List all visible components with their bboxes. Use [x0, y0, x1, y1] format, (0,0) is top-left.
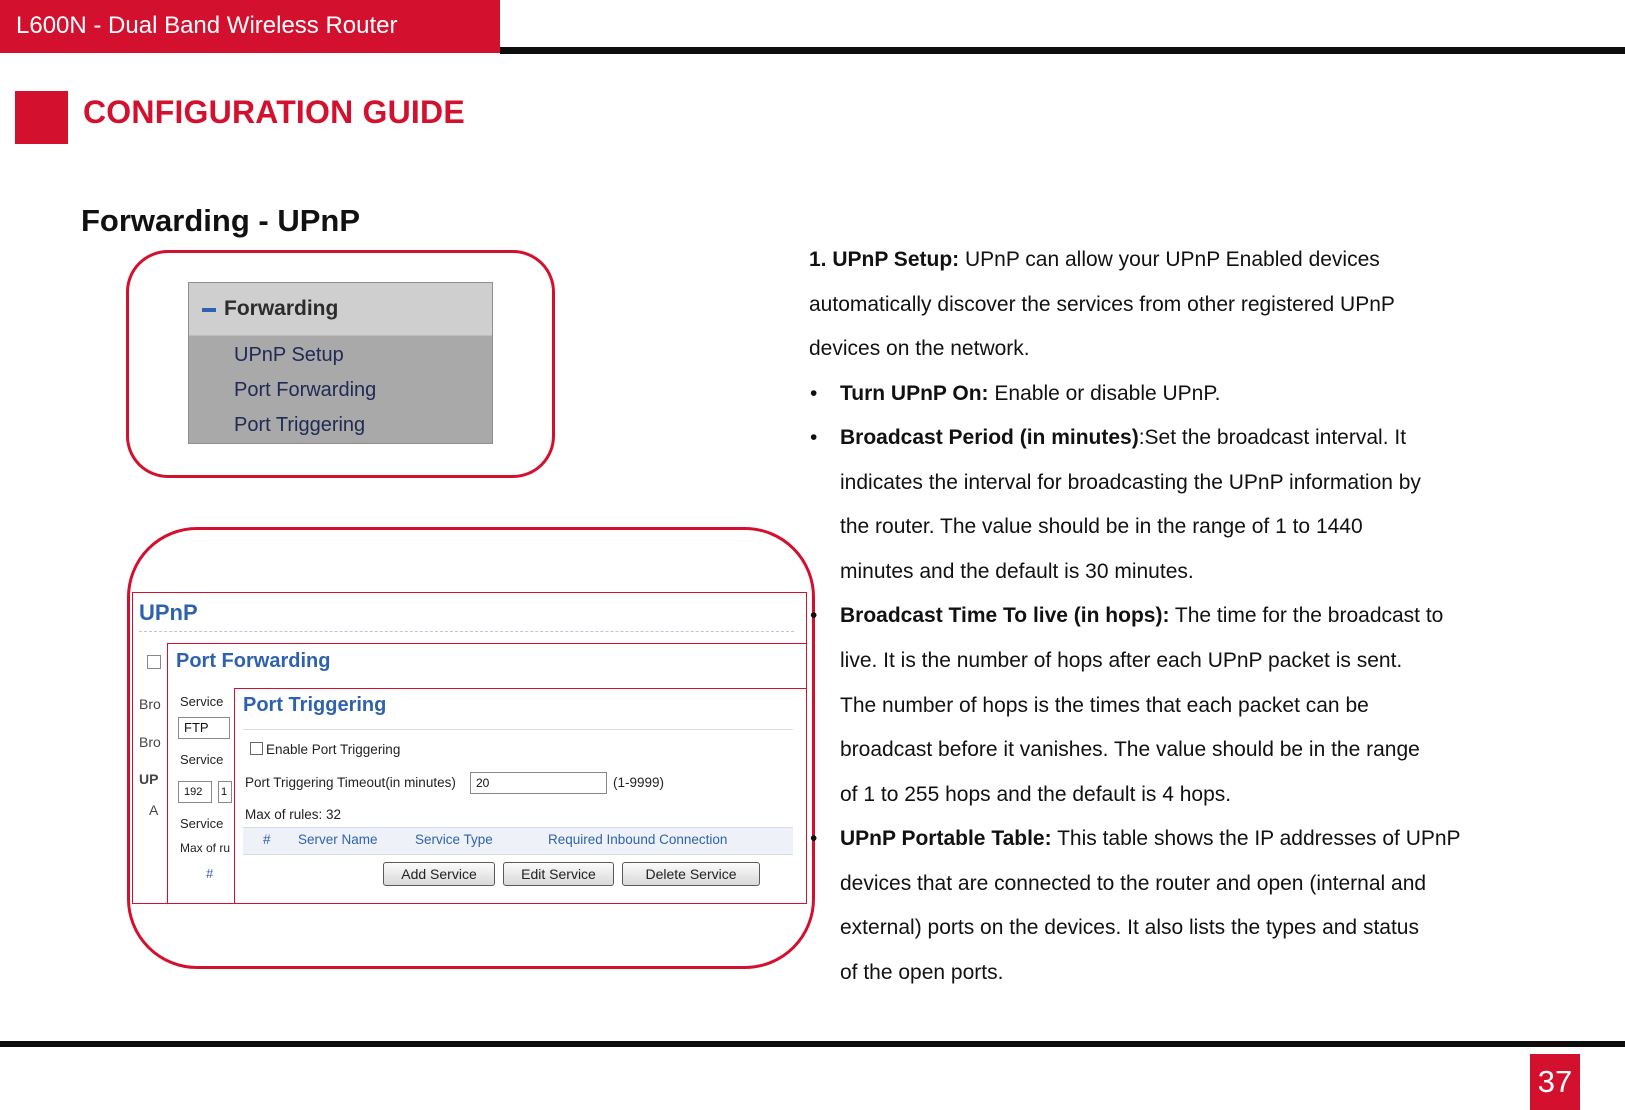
- port-forwarding-title: Port Forwarding: [176, 650, 331, 672]
- add-service-button[interactable]: Add Service: [383, 862, 495, 886]
- turn-on-label: Turn UPnP On:: [840, 382, 989, 405]
- turn-on-body: Enable or disable UPnP.: [988, 382, 1221, 405]
- table-line: external) ports on the devices. It also lists the types and status: [840, 916, 1419, 939]
- menu-item-port-forwarding[interactable]: Port Forwarding: [234, 379, 377, 401]
- service-label: Service: [180, 694, 224, 709]
- section-title: Forwarding - UPnP: [81, 203, 360, 238]
- max-rules-fragment: Max of ru: [180, 841, 231, 855]
- setup-label: 1. UPnP Setup:: [809, 248, 960, 271]
- enable-port-triggering-label: Enable Port Triggering: [266, 742, 401, 757]
- ttl-body: The time for the broadcast to: [1169, 604, 1444, 627]
- setup-paragraph-line: devices on the network.: [809, 337, 1030, 360]
- upnp-title-divider: [139, 631, 794, 632]
- timeout-label: Port Triggering Timeout(in minutes): [245, 775, 456, 790]
- table-label: UPnP Portable Table:: [840, 827, 1052, 850]
- service-label: Service: [180, 752, 224, 767]
- period-line: [840, 425, 1406, 451]
- ttl-line: of 1 to 255 hops and the default is 4 hops.: [840, 783, 1232, 806]
- table-line: of the open ports.: [840, 961, 1004, 984]
- upnp-fragment: UP: [139, 771, 159, 787]
- menu-item-upnp-setup[interactable]: UPnP Setup: [234, 344, 344, 366]
- upnp-screenshot: [132, 592, 807, 904]
- menu-header[interactable]: [189, 283, 492, 336]
- ttl-line: [840, 603, 1443, 629]
- ttl-line: live. It is the number of hops after each UPnP packet is sent.: [840, 649, 1403, 672]
- guide-marker-square: [15, 91, 68, 144]
- bullet-icon: •: [810, 426, 818, 449]
- ip-octet-input[interactable]: 1: [218, 781, 232, 803]
- column-hash: #: [206, 866, 214, 881]
- service-label: Service: [180, 816, 224, 831]
- period-label: Broadcast Period (in minutes): [840, 426, 1139, 449]
- ttl-line: The number of hops is the times that each packet can be: [840, 694, 1369, 717]
- period-line: minutes and the default is 30 minutes.: [840, 560, 1194, 583]
- port-triggering-title: Port Triggering: [243, 694, 387, 716]
- timeout-input[interactable]: 20: [470, 772, 607, 794]
- collapse-icon[interactable]: [202, 308, 216, 312]
- ip-octet-input[interactable]: 192: [178, 781, 212, 803]
- upnp-fragment: A: [149, 802, 159, 818]
- upnp-fragment: Bro: [139, 696, 161, 712]
- footer-rule: [0, 1041, 1625, 1047]
- setup-paragraph-line: [809, 247, 1380, 273]
- period-line: the router. The value should be in the range of 1 to 1440: [840, 515, 1363, 538]
- bullet-icon: •: [810, 382, 818, 405]
- rules-table-header: [243, 827, 793, 855]
- bullet-icon: •: [810, 604, 818, 627]
- enable-port-triggering-checkbox[interactable]: [250, 742, 263, 755]
- page-number: 37: [1530, 1054, 1580, 1110]
- service-select[interactable]: FTP: [178, 717, 230, 739]
- product-name-banner: L600N - Dual Band Wireless Router: [0, 0, 500, 53]
- ttl-label: Broadcast Time To live (in hops):: [840, 604, 1170, 627]
- delete-service-button[interactable]: Delete Service: [622, 862, 760, 886]
- column-header: Server Name: [298, 832, 378, 847]
- upnp-fragment: Bro: [139, 734, 161, 750]
- menu-header-label: Forwarding: [224, 297, 339, 320]
- ttl-line: broadcast before it vanishes. The value should be in the range: [840, 738, 1420, 761]
- bullet-icon: •: [810, 827, 818, 850]
- period-line: indicates the interval for broadcasting the UPnP information by: [840, 471, 1421, 494]
- column-header: Service Type: [415, 832, 493, 847]
- menu-item-port-triggering[interactable]: Port Triggering: [234, 414, 366, 436]
- setup-body: UPnP can allow your UPnP Enabled devices: [959, 248, 1380, 271]
- table-line: devices that are connected to the router and open (internal and: [840, 872, 1427, 895]
- table-body: This table shows the IP addresses of UPnP: [1051, 827, 1461, 850]
- forwarding-menu: [188, 282, 493, 444]
- port-triggering-divider: [243, 729, 793, 730]
- header-rule: [500, 47, 1625, 54]
- timeout-range: (1-9999): [613, 775, 665, 790]
- column-header: Required Inbound Connection: [548, 832, 728, 847]
- guide-title: CONFIGURATION GUIDE: [83, 94, 465, 130]
- column-header: #: [263, 832, 271, 847]
- turn-on-line: [840, 381, 1221, 407]
- table-line: [840, 826, 1461, 852]
- edit-service-button[interactable]: Edit Service: [503, 862, 614, 886]
- port-triggering-panel: [234, 688, 807, 904]
- upnp-panel-title: UPnP: [139, 600, 198, 625]
- period-body: :Set the broadcast interval. It: [1138, 426, 1407, 449]
- upnp-checkbox[interactable]: [147, 655, 161, 669]
- port-forwarding-panel: [167, 643, 807, 904]
- max-rules-label: Max of rules: 32: [245, 807, 342, 822]
- setup-paragraph-line: automatically discover the services from other registered UPnP: [809, 293, 1395, 316]
